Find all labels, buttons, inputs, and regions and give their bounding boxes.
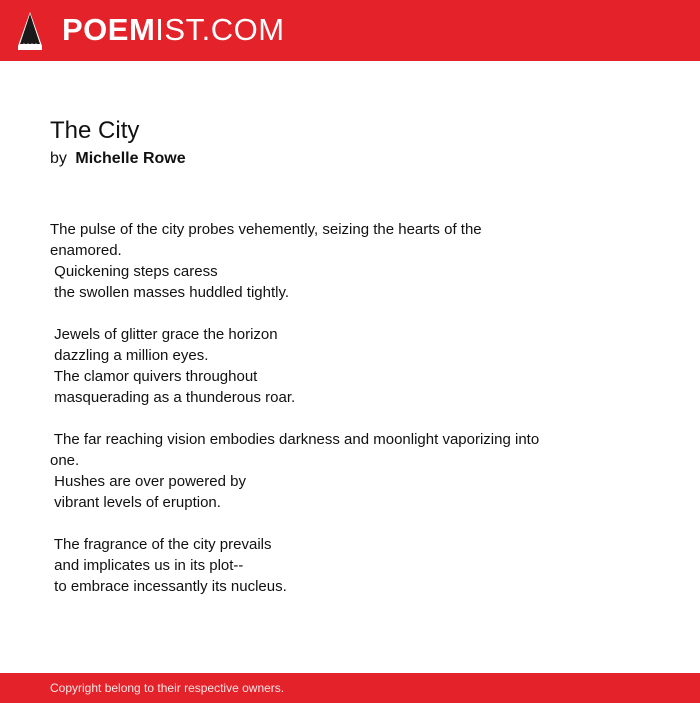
site-logo[interactable] [62,12,285,48]
poem-line [50,303,570,324]
poem-line: Hushes are over powered by [50,473,246,490]
poem-line: Jewels of glitter grace the horizon [50,326,278,343]
poem-line: Quickening steps caress [50,263,218,280]
poem-title: The City [50,117,140,144]
poem-line: The fragrance of the city prevails [50,536,272,553]
logo-bold-part: POEM [62,12,156,47]
poem-line: to embrace incessantly its nucleus. [50,578,287,595]
poem-line: one. [50,452,80,469]
pencil-tip-icon[interactable] [16,10,44,52]
poem-line [50,408,570,429]
poem-line: masquerading as a thunderous roar. [50,389,296,406]
poem-line: The far reaching vision embodies darkness and moonlight vaporizing into [50,431,540,448]
site-header [0,0,700,61]
byline [50,148,186,170]
by-label: by [50,150,67,167]
poem-line [50,513,570,534]
poem-body [50,219,570,597]
poem-line: vibrant levels of eruption. [50,494,221,511]
logo-light-part: IST.COM [155,12,285,47]
poem-line: and implicates us in its plot-- [50,557,244,574]
poem-line: dazzling a million eyes. [50,347,209,364]
poem-line: the swollen masses huddled tightly. [50,284,290,301]
poem-line: enamored. [50,242,122,259]
site-footer [0,673,700,703]
poem-line: The clamor quivers throughout [50,368,258,385]
author-name[interactable]: Michelle Rowe [75,150,186,167]
poem-line: The pulse of the city probes vehemently, seizing the hearts of the [50,221,482,238]
copyright-text: Copyright belong to their respective owners. [50,681,285,695]
